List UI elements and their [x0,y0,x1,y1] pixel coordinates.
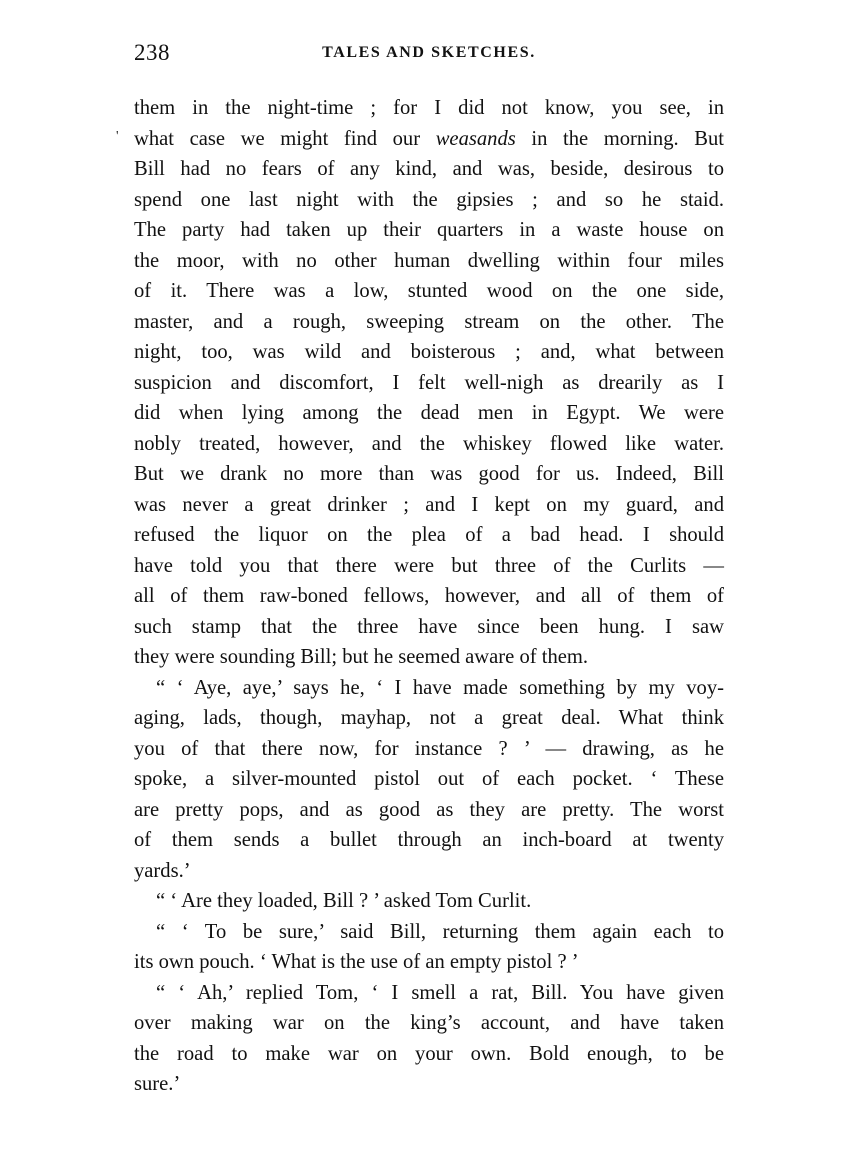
text-line: spoke, a silver-mounted pistol out of each pocket. ‘ These [134,768,724,790]
text-line: of them sends a bullet through an inch-board at twenty [134,829,724,851]
text-line: such stamp that the three have since been hung. I saw [134,615,724,638]
text-line: Bill had no fears of any kind, and was, beside, desirous to [134,158,724,180]
text-line: yards.’ [134,859,191,882]
text-line: nobly treated, however, and the whiskey flowed like water. [134,432,724,455]
text-line: them in the night-time ; for I did not know, you see, in [134,97,724,119]
text-line: of it. There was a low, stunted wood on the one side, [134,280,724,302]
text-line: master, and a rough, sweeping stream on the other. The [134,310,724,333]
text-line: was never a great drinker ; and I kept on my guard, and [134,493,724,516]
text-line: suspicion and discomfort, I felt well-nigh as drearily as I [134,371,724,394]
text-line: you of that there now, for instance ? ’ — drawing, as he [134,737,724,760]
text-line: the road to make war on your own. Bold enough, to be [134,1042,724,1065]
text-line: But we drank no more than was good for us. Indeed, Bill [134,463,724,485]
text-line: its own pouch. ‘ What is the use of an empty pistol ? ’ [134,951,579,973]
text-line: “ ‘ Are they loaded, Bill ? ’ asked Tom Curlit. [156,890,532,912]
text-line: all of them raw-boned fellows, however, and all of them of [134,585,724,607]
text-line: they were sounding Bill; but he seemed aware of them. [134,646,589,668]
margin-mark: ' [116,129,119,144]
text-line: “ ‘ Ah,’ replied Tom, ‘ I smell a rat, Bill. You have given [156,981,724,1004]
text-line: did when lying among the dead men in Egypt. We were [134,402,724,424]
text-line: sure.’ [134,1073,181,1095]
italic-word: weasands [435,127,516,150]
text-line: over making war on the king’s account, and have taken [134,1012,724,1034]
text-line: refused the liquor on the plea of a bad head. I should [134,524,724,546]
text-line: The party had taken up their quarters in a waste house on [134,219,724,241]
text-line: night, too, was wild and boisterous ; and, what between [134,341,724,363]
text-line: what case we might find our weasands in the morning. But [134,127,724,150]
text-line: are pretty pops, and as good as they are pretty. The worst [134,798,724,821]
running-title: TALES AND SKETCHES. [322,44,536,61]
text-line: the moor, with no other human dwelling within four miles [134,249,724,272]
text-line: aging, lads, though, mayhap, not a great deal. What think [134,707,724,729]
text-line: have told you that there were but three of the Curlits — [134,554,724,577]
text-line: “ ‘ Aye, aye,’ says he, ‘ I have made something by my voy- [156,676,724,699]
page-number: 238 [134,40,170,65]
running-head [134,40,724,70]
body-text [134,93,724,1100]
text-line: spend one last night with the gipsies ; and so he staid. [134,188,724,211]
text-line: “ ‘ To be sure,’ said Bill, returning them again each to [156,920,724,943]
